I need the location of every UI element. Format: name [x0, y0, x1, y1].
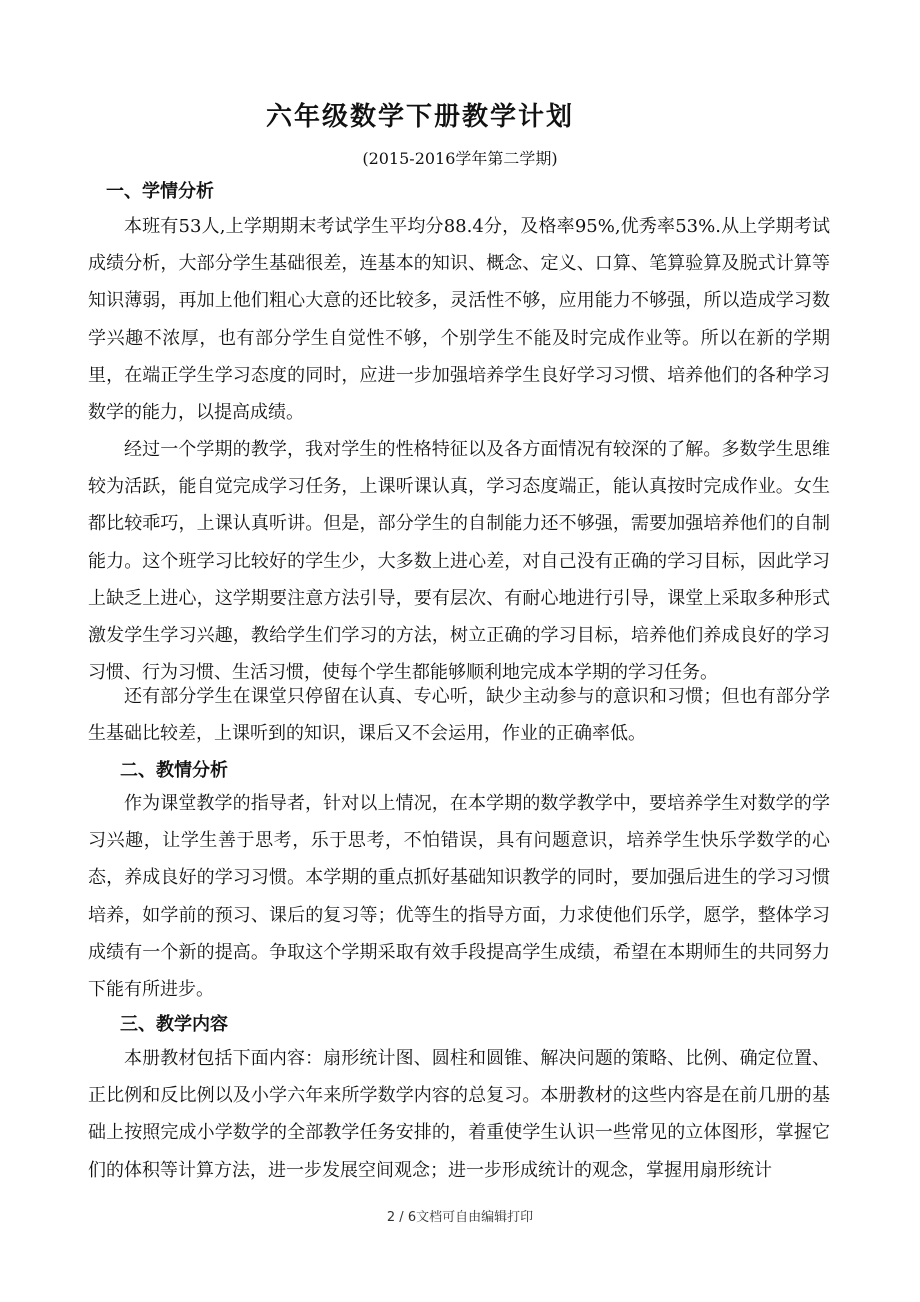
paragraph: 经过一个学期的教学，我对学生的性格特征以及各方面情况有较深的了解。多数学生思维较为活跃，能自觉完成学习任务，上课听课认真，学习态度端正，能认真按时完成作业。女生都比较乖巧，上课认真听讲。但是，部分学生的自制能力还不够强，需要加强培养他们的自制能力。这个班学习比较好的学生少，大多数上进心差，对自己没有正确的学习目标，因此学习上缺乏上进心，这学期要注意方法引导，要有层次、有耐心地进行引导，课堂上采取多种形式激发学生学习兴趣，教给学生们学习的方法，树立正确的学习目标，培养他们养成良好的学习习惯、行为习惯、生活习惯，使每个学生都能够顺利地完成本学期的学习任务。 [88, 439, 830, 684]
paragraph: 本班有53人,上学期期末考试学生平均分88.4分，及格率95%,优秀率53%.从上学期考试成绩分析，大部分学生基础很差，连基本的知识、概念、定义、口算、笔算验算及脱式计算等知识薄弱，再加上他们粗心大意的还比较多，灵活性不够，应用能力不够强，所以造成学习数学兴趣不浓厚，也有部分学生自觉性不够，个别学生不能及时完成作业等。所以在新的学期里，在端正学生学习态度的同时，应进一步加强培养学生良好学习习惯、培养他们的各种学习数学的能力，以提高成绩。 [88, 216, 830, 424]
page-footer: 2 / 6文档可自由编辑打印 [386, 1210, 534, 1225]
section-heading-teaching-content: 三、教学内容 [120, 1014, 228, 1035]
document-title: 六年级数学下册教学计划 [265, 102, 574, 132]
paragraph: 作为课堂教学的指导者，针对以上情况，在本学期的数学教学中，要培养学生对数学的学习兴趣，让学生善于思考，乐于思考，不怕错误，具有问题意识，培养学生快乐学数学的心态，养成良好的学习习惯。本学期的重点抓好基础知识教学的同时，要加强后进生的学习习惯培养，如学前的预习、课后的复习等；优等生的指导方面，力求使他们乐学，愿学，整体学习成绩有一个新的提高。争取这个学期采取有效手段提高学生成绩，希望在本期师生的共同努力下能有所进步。 [88, 793, 830, 1001]
section-heading-student-analysis: 一、学情分析 [106, 181, 214, 202]
paragraph: 本册教材包括下面内容：扇形统计图、圆柱和圆锥、解决问题的策略、比例、确定位置、正比例和反比例以及小学六年来所学数学内容的总复习。本册教材的这些内容是在前几册的基础上按照完成小学数学的全部教学任务安排的，着重使学生认识一些常见的立体图形，掌握它们的体积等计算方法，进一步发展空间观念；进一步形成统计的观念，掌握用扇形统计 [88, 1048, 830, 1181]
section-heading-teaching-analysis: 二、教情分析 [120, 760, 228, 781]
document-subtitle: (2015-2016学年第二学期) [362, 149, 558, 168]
paragraph: 还有部分学生在课堂只停留在认真、专心听，缺少主动参与的意识和习惯；但也有部分学生基础比较差，上课听到的知识，课后又不会运用，作业的正确率低。 [88, 686, 830, 745]
